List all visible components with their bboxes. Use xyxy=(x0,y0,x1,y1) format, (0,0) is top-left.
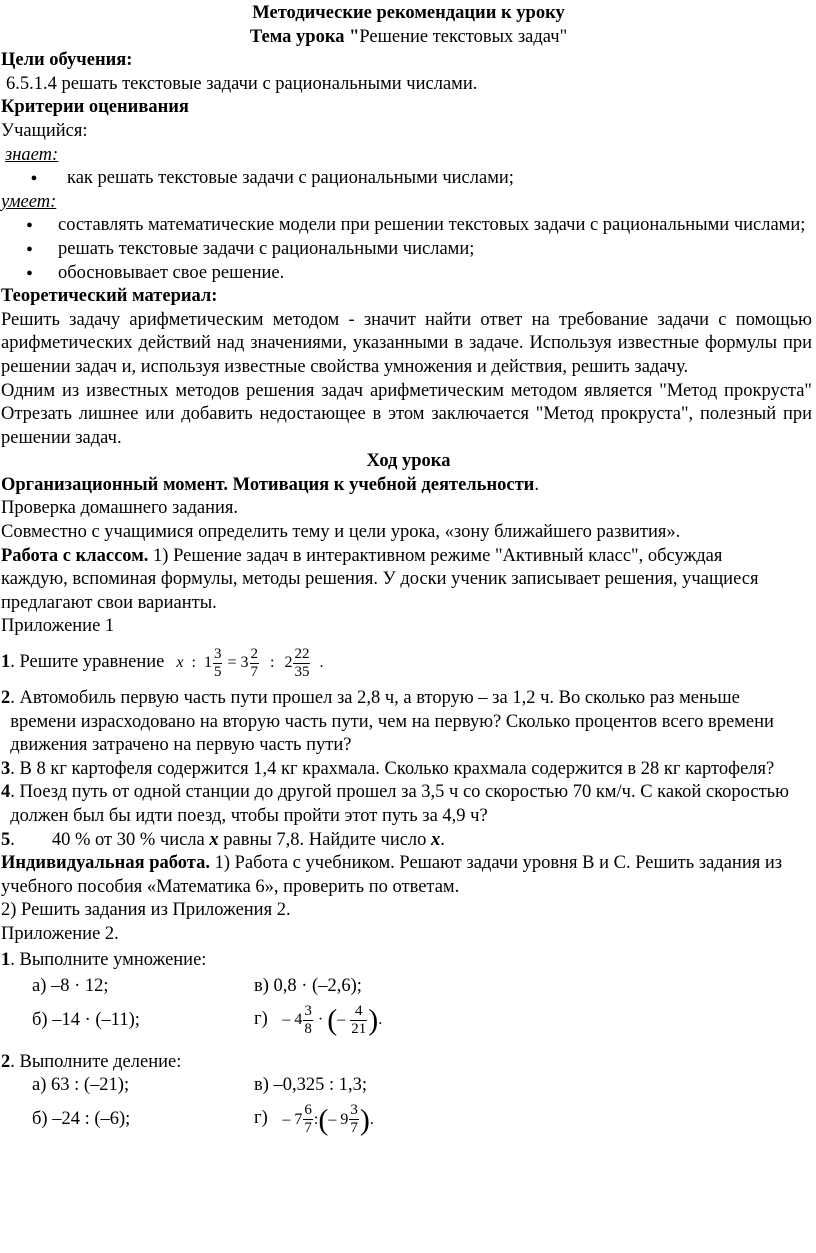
fraction-denominator: 7 xyxy=(350,1120,358,1137)
expr-fraction xyxy=(303,1102,313,1137)
eq-equals: = xyxy=(227,653,237,671)
expr-end: . xyxy=(378,1011,383,1029)
class-work xyxy=(1,545,816,616)
fraction-numerator: 3 xyxy=(350,1102,358,1119)
org-moment-tail: . xyxy=(534,474,539,495)
can-item xyxy=(1,238,816,262)
minus-sign: – xyxy=(337,1011,346,1029)
paren-open: ( xyxy=(327,1003,338,1037)
eq-whole: 1 xyxy=(203,653,212,671)
document-page xyxy=(0,2,816,1142)
criteria-student: Учащийся: xyxy=(1,120,88,141)
fraction-denominator: 7 xyxy=(304,1120,312,1137)
eq-fraction xyxy=(250,646,260,681)
lesson-heading: Ход урока xyxy=(366,451,451,472)
eq-whole: 2 xyxy=(284,653,293,671)
theory-heading: Теоретический материал: xyxy=(1,286,218,307)
theory-paragraph-1: Решить задачу арифметическим методом - значит найти ответ на требование задачи с помощью арифметических действий над значениями, указанными в задаче. Используя известные формулы при решении задач и, используя известные свойства умножения и действия, решить задачу. xyxy=(1,309,812,377)
expr-fraction xyxy=(303,1003,313,1038)
expr-dot: · xyxy=(317,1011,324,1029)
appendix-2-label: Приложение 2. xyxy=(1,923,119,944)
fraction-denominator: 35 xyxy=(294,663,310,680)
multiply-g xyxy=(254,1003,382,1038)
lesson-topic xyxy=(1,26,816,50)
divide-v: в) –0,325 : 1,3; xyxy=(254,1075,368,1096)
expr-whole: 9 xyxy=(340,1110,349,1128)
eq-whole: 3 xyxy=(240,653,249,671)
expr-fraction xyxy=(349,1102,359,1137)
task-text: . Поезд путь от одной станции до другой прошел за 3,5 ч со скоростью 70 км/ч. С какой скоростью должен был бы идти поезд, чтобы пройти этот путь за 4,9 ч? xyxy=(10,782,789,826)
fraction-denominator: 5 xyxy=(213,663,222,680)
divide-task xyxy=(1,1051,816,1075)
fraction-denominator: 8 xyxy=(304,1021,312,1038)
task-end: . xyxy=(440,829,445,850)
org-moment xyxy=(1,474,816,498)
eq-fraction xyxy=(293,646,310,681)
task-text: . В 8 кг картофеля содержится 1,4 кг крахмала. Сколько крахмала содержится в 28 кг картофеля? xyxy=(10,758,775,779)
multiply-g-expr xyxy=(282,1003,383,1038)
divide-a: а) 63 : (–21); xyxy=(32,1075,130,1096)
task-var: x xyxy=(209,829,219,850)
task-text: . 40 % от 30 % числа xyxy=(10,829,210,850)
task-text: . Решите уравнение xyxy=(10,652,165,673)
individual-work-text: 1) Работа с учебником. Решают задачи уровня В и С. Решить задания из учебного пособия «Математика 6», проверить по ответам. xyxy=(1,853,783,897)
eq-var: x xyxy=(176,653,184,671)
paren-close: ) xyxy=(359,1102,370,1136)
appendix-1-label: Приложение 1 xyxy=(1,616,115,637)
topic-label: Тема урока " xyxy=(249,26,360,47)
can-item xyxy=(1,262,816,286)
document-title: Методические рекомендации к уроку xyxy=(252,3,565,23)
task-number: 1 xyxy=(1,949,11,970)
criteria-heading: Критерии оценивания xyxy=(1,97,189,118)
class-work-bold: Работа с классом. xyxy=(1,545,149,566)
multiply-v: в) 0,8 · (–2,6); xyxy=(254,976,362,997)
expr-colon: : xyxy=(313,1110,319,1128)
equation xyxy=(176,646,323,681)
divide-g xyxy=(254,1102,374,1137)
expr-end: . xyxy=(369,1110,374,1128)
multiply-row-1 xyxy=(1,975,816,999)
can-item-text: решать текстовые задачи с рациональными числами; xyxy=(58,238,475,259)
task-2 xyxy=(1,687,816,758)
minus-sign: – xyxy=(328,1110,337,1128)
topic-value: Решение текстовых задач" xyxy=(359,26,568,47)
multiply-a: а) –8 · 12; xyxy=(32,976,109,997)
eq-fraction xyxy=(213,646,223,681)
task-1 xyxy=(1,639,816,687)
task-number: 2 xyxy=(1,688,11,709)
task-number: 5 xyxy=(1,829,11,850)
fraction-denominator: 7 xyxy=(250,663,258,680)
fraction-denominator: 21 xyxy=(351,1021,367,1038)
task-text: . Выполните деление: xyxy=(10,1051,182,1072)
multiply-row-2 xyxy=(1,999,816,1043)
bullet-icon: ● xyxy=(26,266,33,279)
task-text-wrap xyxy=(10,687,816,758)
divide-g-label: г) xyxy=(254,1108,268,1129)
expr-whole: 4 xyxy=(294,1011,303,1029)
define-topic: Совместно с учащимися определить тему и цели урока, «зону ближайшего развития». xyxy=(1,522,681,543)
fraction-numerator: 3 xyxy=(213,645,222,662)
task-number: 2 xyxy=(1,1051,11,1072)
divide-row-1 xyxy=(1,1074,816,1098)
goals-item: 6.5.1.4 решать текстовые задачи с рациональными числами. xyxy=(6,73,478,94)
minus-sign: – xyxy=(282,1011,291,1029)
task-text: равны 7,8. Найдите число xyxy=(218,829,432,850)
multiply-task xyxy=(1,949,816,973)
bullet-icon: ● xyxy=(26,242,33,255)
fraction-numerator: 6 xyxy=(304,1102,312,1119)
fraction-numerator: 2 xyxy=(250,645,258,662)
expr-fraction xyxy=(350,1003,367,1038)
task-number: 1 xyxy=(1,652,11,673)
bullet-icon: ● xyxy=(30,172,38,185)
can-item-text: обосновывает свое решение. xyxy=(58,262,285,283)
fraction-numerator: 22 xyxy=(294,645,310,662)
goals-heading: Цели обучения: xyxy=(1,50,133,71)
theory-paragraph-2: Одним из известных методов решения задач арифметическим методом является "Метод прокруста" Отрезать лишнее или добавить недостающее в этом заключается "Метод прокруста", полезный при решении задач. xyxy=(1,380,812,448)
divide-g-expr xyxy=(282,1102,374,1137)
homework-check: Проверка домашнего задания. xyxy=(1,498,239,519)
multiply-b: б) –14 · (–11); xyxy=(32,1009,140,1030)
multiply-g-label: г) xyxy=(254,1009,268,1030)
can-label: умеет: xyxy=(1,191,57,212)
divide-b: б) –24 : (–6); xyxy=(32,1109,131,1130)
task-text: . Автомобиль первую часть пути прошел за 2,8 ч, а вторую – за 1,2 ч. Во сколько раз меньше времени израсходовано на вторую часть пути, чем на первую? Сколько процентов всего времени движения затрачено на первую часть пути? xyxy=(10,688,774,756)
task-4 xyxy=(1,781,816,828)
can-item xyxy=(1,214,816,238)
expr-whole: 7 xyxy=(294,1110,303,1128)
eq-colon: : xyxy=(270,653,275,671)
individual-step-2: 2) Решить задания из Приложения 2. xyxy=(1,900,291,921)
task-5 xyxy=(1,829,816,853)
paren-open: ( xyxy=(318,1102,329,1136)
eq-end: . xyxy=(319,653,324,671)
paren-close: ) xyxy=(368,1003,379,1037)
minus-sign: – xyxy=(282,1110,291,1128)
eq-colon: : xyxy=(191,653,196,671)
task-text: . Выполните умножение: xyxy=(10,949,207,970)
task-var: x xyxy=(431,829,441,850)
knows-item-text: как решать текстовые задачи с рациональными числами; xyxy=(67,168,514,189)
individual-work-bold: Индивидуальная работа. xyxy=(1,853,210,874)
task-3 xyxy=(1,758,816,782)
individual-work xyxy=(1,852,816,899)
can-item-text: составлять математические модели при решении текстовых задачи с рациональными числами; xyxy=(58,215,806,236)
task-number: 4 xyxy=(1,782,11,803)
fraction-numerator: 3 xyxy=(304,1003,312,1020)
divide-row-2 xyxy=(1,1098,816,1142)
fraction-numerator: 4 xyxy=(350,1003,367,1021)
class-work-text: 1) Решение задач в интерактивном режиме "Активный класс", обсуждая каждую, вспоминая формулы, методы решения. У доски ученик записывает решения, учащиеся предлагают свои варианты. xyxy=(1,545,759,613)
bullet-icon: ● xyxy=(26,219,33,232)
task-number: 3 xyxy=(1,758,11,779)
org-moment-bold: Организационный момент. Мотивация к учебной деятельности xyxy=(1,474,535,495)
knows-label: знает: xyxy=(5,144,59,165)
knows-item xyxy=(1,167,816,191)
